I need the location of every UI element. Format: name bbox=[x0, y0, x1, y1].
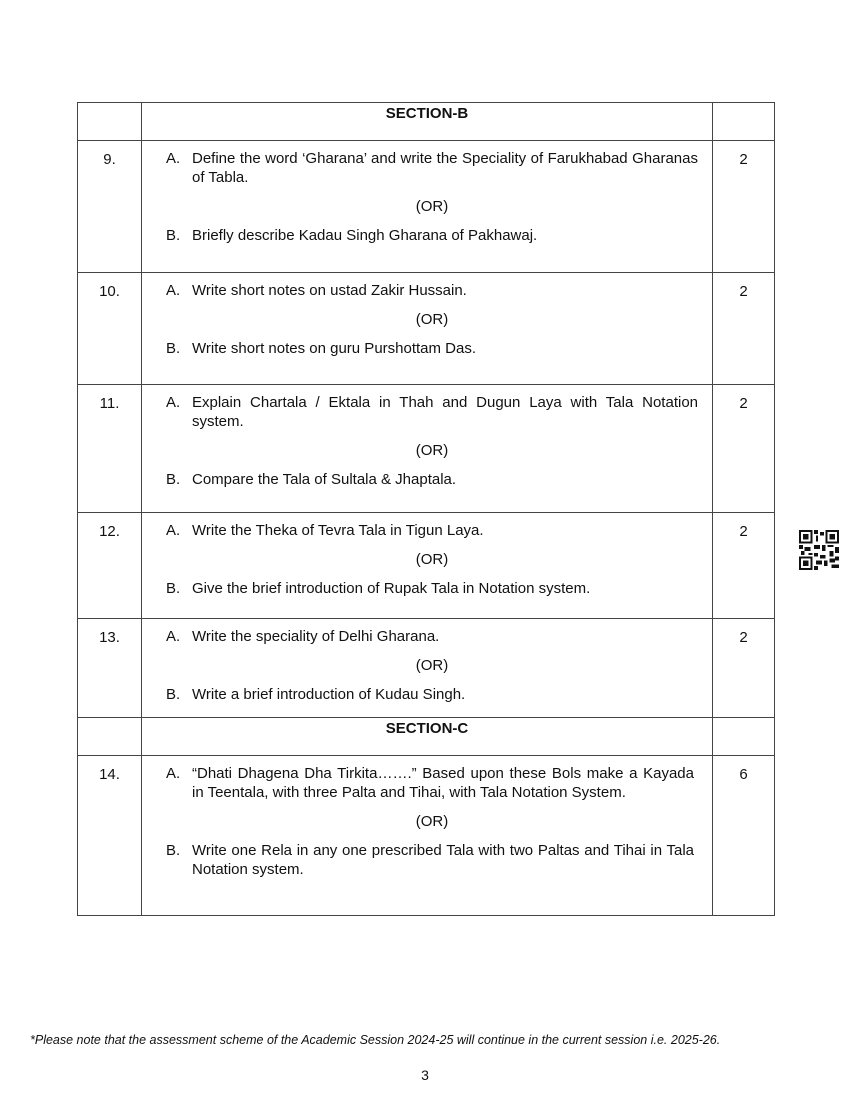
question-body bbox=[142, 756, 713, 916]
option-b: B. Give the brief introduction of Rupak Tala in Notation system. bbox=[166, 580, 591, 597]
question-row bbox=[78, 385, 775, 513]
question-row bbox=[78, 756, 775, 916]
section-title: SECTION-C bbox=[142, 718, 713, 756]
question-row bbox=[78, 619, 775, 718]
section-b-header-row bbox=[78, 103, 775, 141]
option-b: B. Write short notes on guru Purshottam Das. bbox=[166, 340, 477, 357]
or-divider: (OR) bbox=[415, 813, 449, 830]
question-number: 11. bbox=[78, 385, 142, 513]
option-a: A. Write the Theka of Tevra Tala in Tigun Laya. bbox=[166, 522, 484, 539]
option-a: A. “Dhati Dhagena Dha Tirkita…….” Based upon these Bols make a Kayada in Teentala, with three Palta and Tihai, with Tala Notation System. bbox=[166, 765, 694, 801]
or-divider: (OR) bbox=[415, 551, 449, 568]
question-body bbox=[142, 273, 713, 385]
question-body bbox=[142, 619, 713, 718]
option-a: A. Write short notes on ustad Zakir Hussain. bbox=[166, 282, 467, 299]
question-number: 14. bbox=[78, 756, 142, 916]
marks: 2 bbox=[713, 513, 775, 619]
option-b: B. Briefly describe Kadau Singh Gharana of Pakhawaj. bbox=[166, 227, 538, 244]
question-number: 13. bbox=[78, 619, 142, 718]
marks: 2 bbox=[713, 273, 775, 385]
or-divider: (OR) bbox=[415, 311, 449, 328]
question-row bbox=[78, 273, 775, 385]
page-number: 3 bbox=[421, 1067, 429, 1083]
option-a: A. Explain Chartala / Ektala in Thah and Dugun Laya with Tala Notation system. bbox=[166, 394, 698, 430]
section-title: SECTION-B bbox=[142, 103, 713, 141]
option-a: A. Define the word ‘Gharana’ and write the Speciality of Farukhabad Gharanas of Tabla. bbox=[166, 150, 698, 186]
footnote: *Please note that the assessment scheme of the Academic Session 2024-25 will continue in the current session i.e. 2025-26. bbox=[30, 1033, 721, 1047]
question-body bbox=[142, 141, 713, 273]
or-divider: (OR) bbox=[415, 198, 449, 215]
marks: 6 bbox=[713, 756, 775, 916]
option-b: B. Write a brief introduction of Kudau Singh. bbox=[166, 686, 466, 703]
question-number: 12. bbox=[78, 513, 142, 619]
marks: 2 bbox=[713, 141, 775, 273]
option-a: A. Write the speciality of Delhi Gharana. bbox=[166, 628, 440, 645]
question-body bbox=[142, 513, 713, 619]
question-number: 10. bbox=[78, 273, 142, 385]
question-table bbox=[77, 102, 775, 916]
qr-code-icon bbox=[799, 530, 839, 570]
or-divider: (OR) bbox=[415, 657, 449, 674]
marks: 2 bbox=[713, 385, 775, 513]
question-row bbox=[78, 141, 775, 273]
option-b: B. Compare the Tala of Sultala & Jhaptala. bbox=[166, 471, 457, 488]
option-b: B. Write one Rela in any one prescribed Tala with two Paltas and Tihai in Tala Notation system. bbox=[166, 842, 694, 878]
question-row bbox=[78, 513, 775, 619]
marks: 2 bbox=[713, 619, 775, 718]
or-divider: (OR) bbox=[415, 442, 449, 459]
question-number: 9. bbox=[78, 141, 142, 273]
question-body bbox=[142, 385, 713, 513]
section-c-header-row bbox=[78, 718, 775, 756]
